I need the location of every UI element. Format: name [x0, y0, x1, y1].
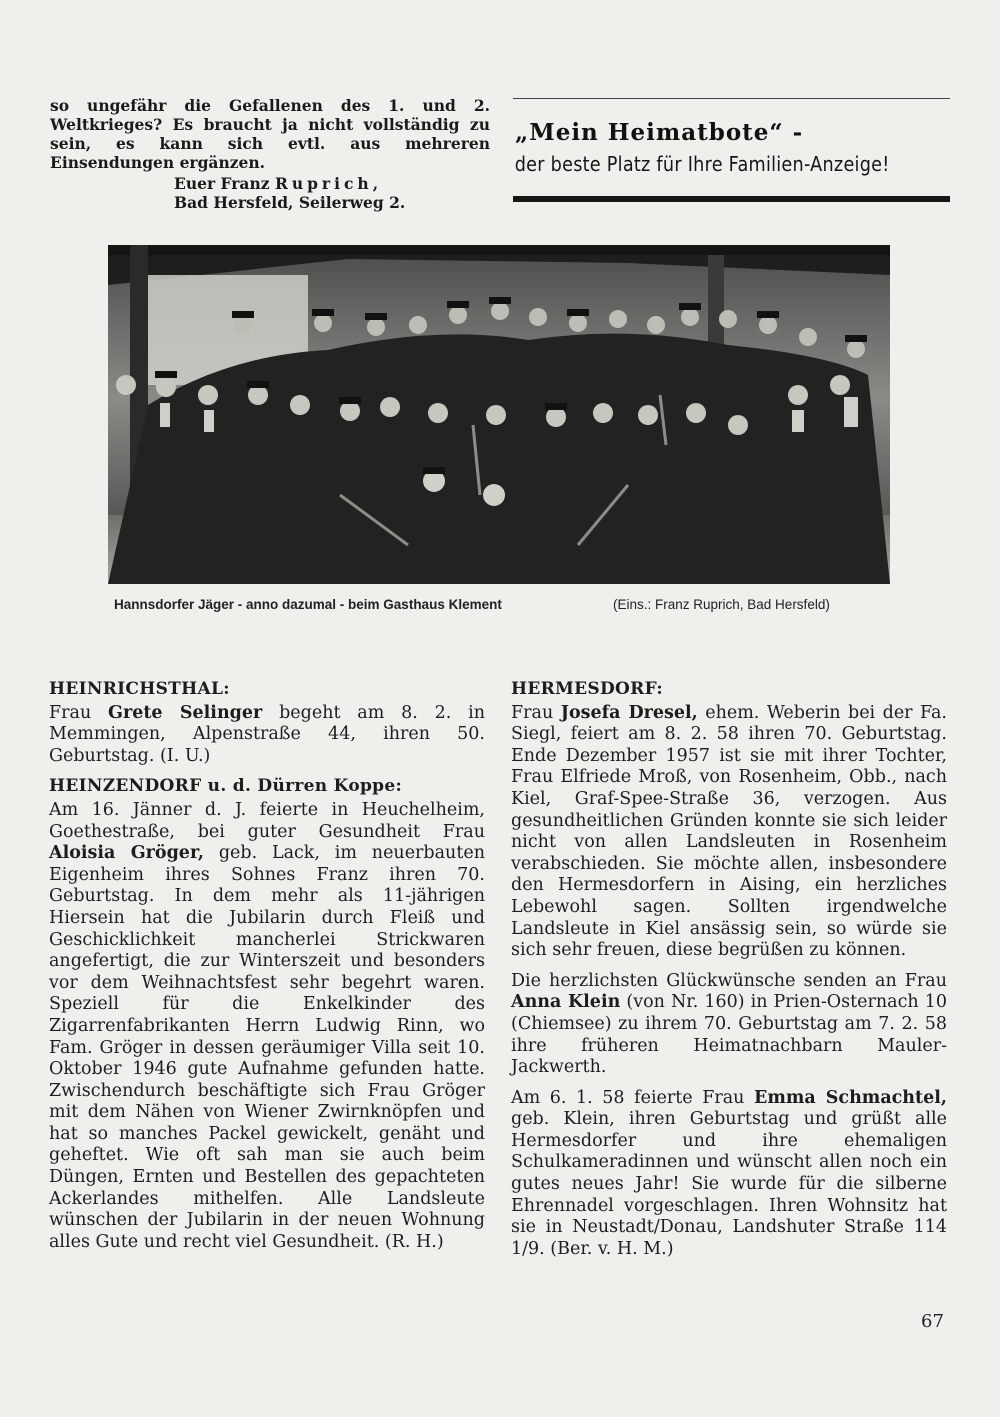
caption-text: Hannsdorfer Jäger - anno dazumal - beim Gasthaus Klement	[114, 597, 502, 612]
ad-bottom-rule	[513, 196, 950, 202]
paragraph-dresel	[511, 703, 947, 962]
text-span: Frau	[49, 702, 92, 723]
person-name: Anna Klein	[511, 992, 621, 1013]
group-photo	[108, 245, 890, 584]
paragraph-groeger	[49, 800, 485, 1253]
text-span: geb. Lack, im neuerbauten Eigenheim ihres Sohnes Franz ihren 70. Geburtstag. In dem mehr als 11-jährigen Hiersein hat die Jubilarin durch Fleiß und Geschicklichkeit mancherlei Strickwaren angefertigt, die zur Winterszeit und besonders vor dem Weihnachtsfest sehr begehrt waren. Speziell für die Enkelkinder des Zigarrenfabrikanten Herrn Ludwig Rinn, wo Fam. Gröger in dessen geräumiger Villa seit 10. Oktober 1946 gute Aufnahme gefunden hatte. Zwischendurch beschäftigte sich Frau Gröger mit dem Nähen von Wiener Zwirnknöpfen und hat so manches Packel gewickelt, genäht und geheftet. Wie oft sah man sie auch beim Düngen, Ernten und Bestellen des gepachteten Ackerlandes mithelfen. Alle Landsleute wünschen der Jubilarin in der neuen Wohnung alles Gute und recht viel Gesundheit. (R. H.)	[49, 843, 485, 1252]
person-name: Josefa Dresel,	[560, 702, 698, 723]
paragraph-klein	[511, 971, 947, 1079]
right-column	[511, 679, 947, 1269]
heading-heinrichsthal: HEINRICHSTHAL:	[49, 679, 230, 699]
signature-line	[174, 174, 490, 193]
person-name: Grete Selinger	[108, 702, 263, 723]
page-number: 67	[921, 1311, 944, 1332]
letter-signature	[50, 174, 490, 212]
person-name: Aloisia Gröger,	[49, 843, 204, 864]
signature-prefix: Euer Franz	[174, 174, 270, 193]
ad-subtitle: der beste Platz für Ihre Familien-Anzeige!	[514, 152, 890, 176]
paragraph-schmachtel	[511, 1088, 947, 1261]
paragraph-selinger	[49, 703, 485, 768]
text-span: Frau	[511, 702, 554, 723]
heading-heinzendorf: HEINZENDORF u. d. Dürren Koppe:	[49, 776, 403, 797]
text-span: begeht am 8. 2. in Memmingen, Alpenstraße 44, ihren 50. Geburtstag. (I. U.)	[49, 702, 485, 766]
person-name: Emma Schmachtel,	[753, 1087, 947, 1108]
caption-credit: (Eins.: Franz Ruprich, Bad Hersfeld)	[613, 597, 830, 612]
signature-address: Bad Hersfeld, Seilerweg 2.	[174, 193, 406, 212]
left-column	[49, 679, 485, 1262]
ad-title: „Mein Heimatbote“ -	[515, 119, 804, 146]
family-ad-box	[513, 98, 950, 202]
ad-top-rule	[513, 98, 950, 99]
signature-name: Ruprich,	[274, 174, 383, 193]
text-span: (von Nr. 160) in Prien-Osternach 10 (Chiemsee) zu ihrem 70. Geburtstag am 7. 2. 58 ihre früheren Heimatnachbarn Mauler-Jackwerth.	[511, 992, 947, 1078]
letter-text: so ungefähr die Gefallenen des 1. und 2. Weltkrieges? Es braucht ja nicht vollständig zu sein, es kann sich evtl. aus mehreren Einsendungen ergänzen.	[50, 96, 490, 172]
heading-hermesdorf: HERMESDORF:	[511, 679, 663, 699]
text-span: Am 16. Jänner d. J. feierte in Heuchelheim, Goethestraße, bei guter Gesundheit Frau	[49, 799, 485, 842]
text-span: Die herzlichsten Glückwünsche senden an Frau	[511, 970, 947, 991]
text-span: ehem. Weberin bei der Fa. Siegl, feiert am 8. 2. 58 ihren 70. Geburtstag. Ende Dezember 1957 ist sie mit ihrer Tochter, Frau Elfriede Mroß, von Rosenheim, Obb., nach Kiel, Graf-Spee-Straße 36, verzogen. Aus gesundheitlichen Gründen konnte sie sich leider nicht von allen Landsleuten in Rosenheim verabschieden. Sie möchte allen, insbesondere den Hermesdorfern in Aising, ein herzliches Lebewohl sagen. Sollten irgendwelche Landsleute in Kiel ansässig sein, so würde sie sich sehr freuen, diese begrüßen zu können.	[511, 702, 947, 961]
group-photo-image	[108, 245, 890, 584]
text-span: Am 6. 1. 58 feierte Frau	[511, 1087, 745, 1108]
text-span: geb. Klein, ihren Geburtstag und grüßt alle Hermesdorfer und ihre ehemaligen Schulkameradinnen und wünscht allen noch ein gutes neues Jahr! Sie wurde für die silberne Ehrennadel vorgeschlagen. Ihren Wohnsitz hat sie in Neustadt/Donau, Landshuter Straße 114 1/9. (Ber. v. H. M.)	[511, 1109, 947, 1259]
letter-continuation	[50, 96, 490, 212]
